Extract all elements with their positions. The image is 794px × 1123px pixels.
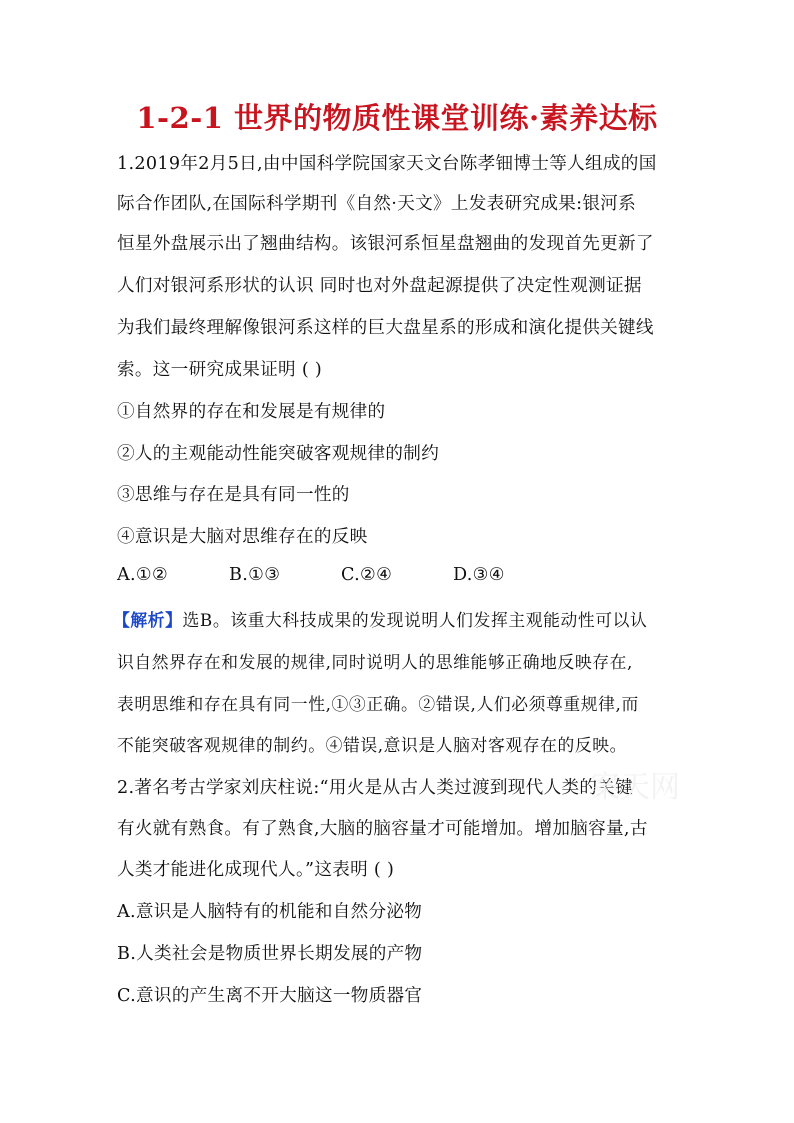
q1-line: 际合作团队,在国际科学期刊《自然·天文》上发表研究成果:银河系 [117, 194, 637, 214]
analysis-line [113, 607, 647, 631]
q1-line: 人们对银河系形状的认识 同时也对外盘起源提供了决定性观测证据 [117, 276, 642, 296]
q1-statement: ④意识是大脑对思维存在的反映 [117, 527, 368, 547]
q2-line: 人类才能进化成现代人。”这表明 ( ) [117, 860, 395, 880]
option-a: A.①② [117, 565, 169, 585]
q1-line: 恒星外盘展示出了翘曲结构。该银河系恒星盘翘曲的发现首先更新了 [117, 234, 654, 254]
watermark: 案天网 [590, 770, 680, 805]
q1-line: 索。这一研究成果证明 ( ) [117, 360, 323, 380]
q1-statement: ③思维与存在是具有同一性的 [117, 485, 350, 505]
analysis-tag: 【解析】 [113, 610, 183, 630]
q1-line: 1.2019年2月5日,由中国科学院国家天文台陈孝钿博士等人组成的国 [117, 154, 657, 174]
q2-option: C.意识的产生离不开大脑这一物质器官 [117, 986, 423, 1006]
analysis-line: 不能突破客观规律的制约。④错误,意识是人脑对客观存在的反映。 [117, 735, 627, 755]
q2-line: 2.著名考古学家刘庆柱说:“用火是从古人类过渡到现代人类的关键 [117, 778, 634, 798]
analysis-line: 表明思维和存在具有同一性,①③正确。②错误,人们必须尊重规律,而 [117, 694, 639, 714]
q1-options [117, 565, 565, 585]
q1-line: 为我们最终理解像银河系这样的巨大盘星系的形成和演化提供关键线 [117, 318, 654, 338]
option-d: D.③④ [453, 565, 505, 585]
analysis-line: 识自然界存在和发展的规律,同时说明人的思维能够正确地反映存在, [117, 652, 633, 672]
analysis-first-text: 选B。该重大科技成果的发现说明人们发挥主观能动性可以认 [182, 610, 648, 630]
q2-option: A.意识是人脑特有的机能和自然分泌物 [117, 902, 423, 922]
q1-statement: ①自然界的存在和发展是有规律的 [117, 402, 386, 422]
q2-line: 有火就有熟食。有了熟食,大脑的脑容量才可能增加。增加脑容量,古 [117, 819, 648, 839]
q1-statement: ②人的主观能动性能突破客观规律的制约 [117, 444, 440, 464]
option-b: B.①③ [229, 565, 281, 585]
page-title: 1-2-1 世界的物质性课堂训练·素养达标 [136, 101, 658, 135]
q2-option: B.人类社会是物质世界长期发展的产物 [117, 944, 423, 964]
option-c: C.②④ [341, 565, 393, 585]
